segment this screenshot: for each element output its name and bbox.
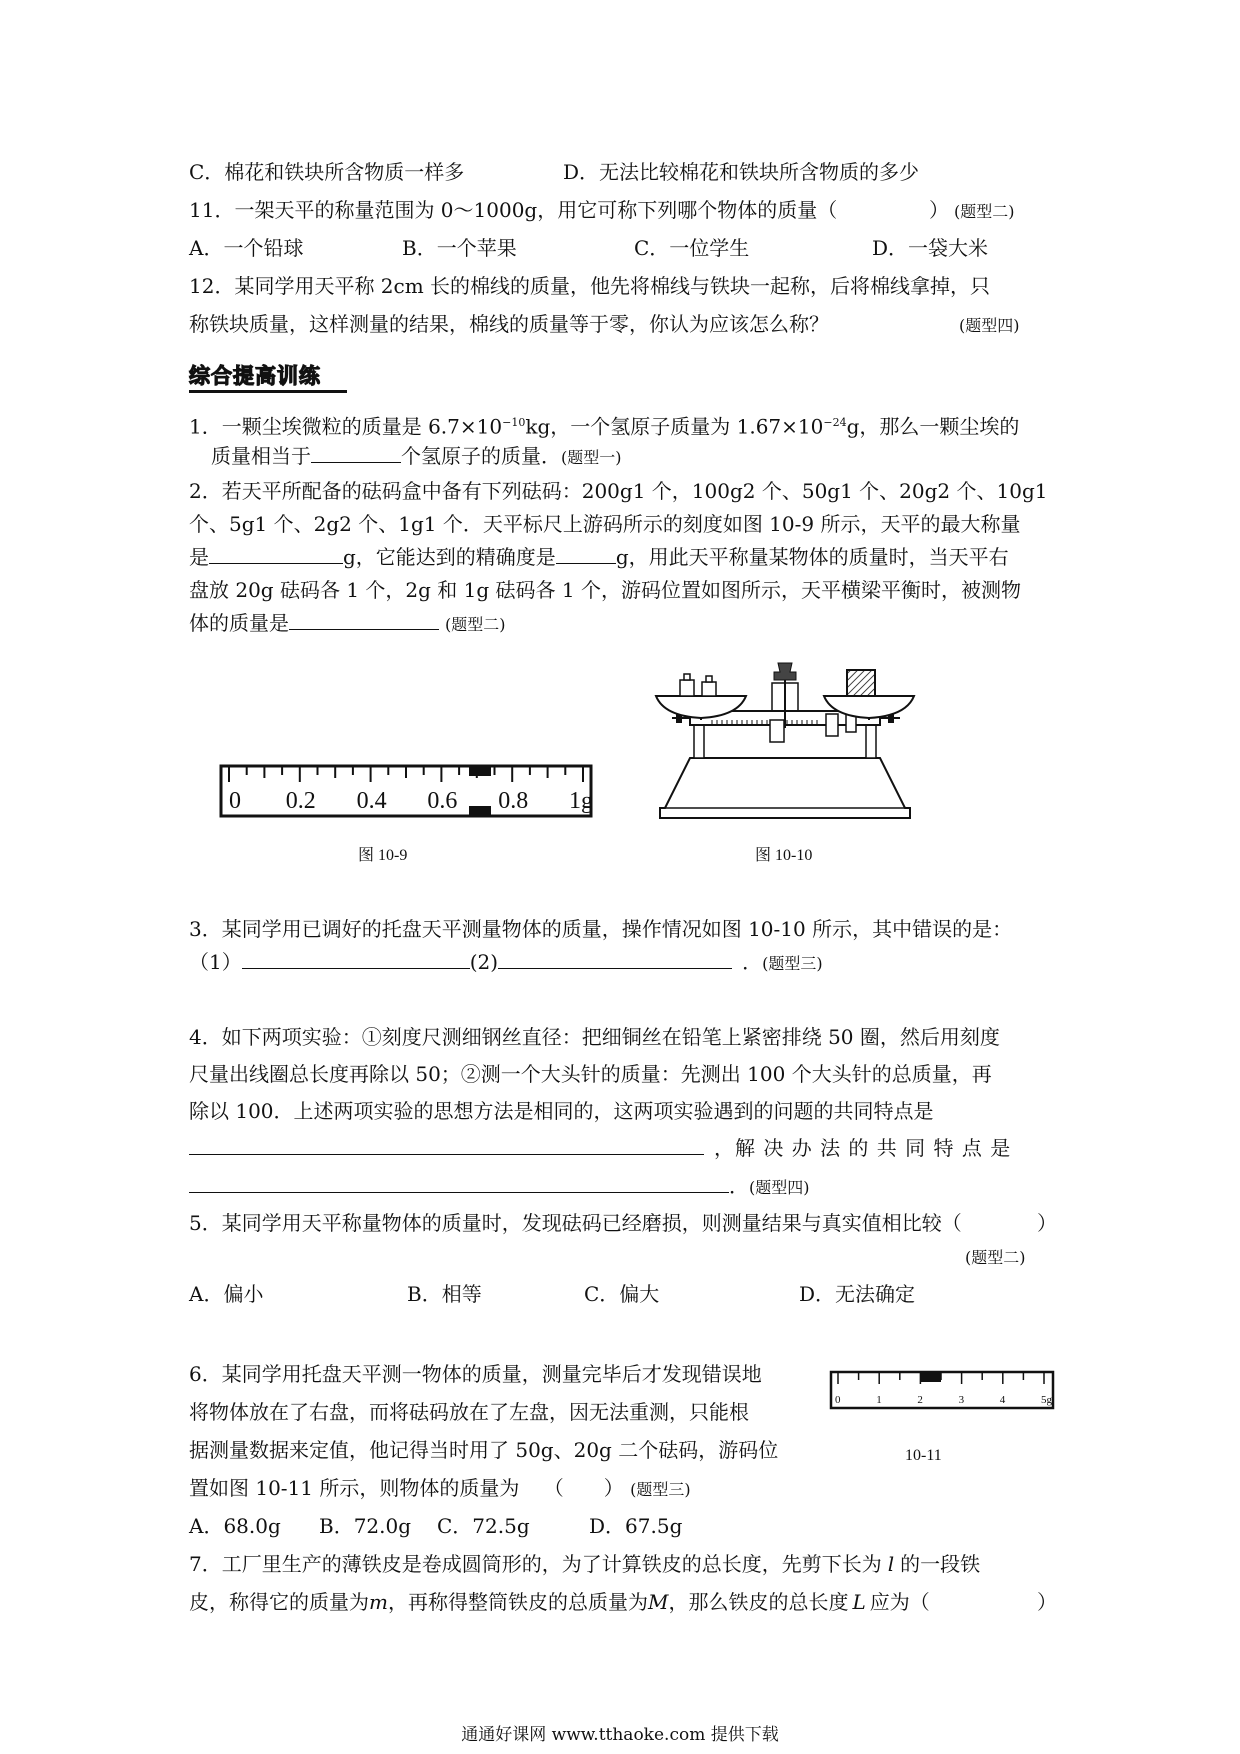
p1-answer-blank[interactable] bbox=[311, 442, 401, 463]
q12-line2 bbox=[189, 310, 1020, 338]
p5-option-a: A．偏小 bbox=[189, 1282, 264, 1306]
p7-text-a: 7．工厂里生产的薄铁皮是卷成圆筒形的，为了计算铁皮的总长度，先剪下长为 bbox=[189, 1552, 882, 1576]
p3-line2 bbox=[189, 948, 823, 978]
p2-text-a: 是 bbox=[189, 545, 209, 569]
p1-line2 bbox=[211, 442, 622, 472]
p7-line1 bbox=[189, 1550, 980, 1578]
p2-type-tag: (题型二) bbox=[445, 615, 506, 634]
q12-line1: 12．某同学用天平称 2cm 长的棉线的质量，他先将棉线与铁块一起称，后将棉线拿掉，只 bbox=[189, 274, 991, 298]
scale-tick-label-small: 5g bbox=[1041, 1394, 1052, 1406]
scale-frame-small bbox=[831, 1372, 1053, 1408]
scale-tick-label-small: 1 bbox=[876, 1394, 882, 1406]
p5-option-d: D．无法确定 bbox=[799, 1282, 916, 1306]
p3-text-b: (2) bbox=[469, 950, 499, 974]
p4-type-tag: (题型四) bbox=[749, 1178, 810, 1197]
q11-paren-close: ） bbox=[929, 198, 949, 222]
p7-var-M: M bbox=[647, 1590, 669, 1614]
q12-text: 称铁块质量，这样测量的结果，棉线的质量等于零，你认为应该怎么称？ bbox=[189, 312, 829, 336]
p4-text-a: ，解 决 办 法 的 共 同 特 点 是 bbox=[714, 1136, 1012, 1160]
p5-paren-close: ） bbox=[1037, 1211, 1057, 1235]
weight-2 bbox=[702, 682, 716, 696]
p5-line1 bbox=[189, 1209, 1057, 1237]
figure-10-10-balance bbox=[650, 658, 920, 828]
p6-line3: 据测量数据来定值，他记得当时用了 50g、20g 二个砝码，游码位 bbox=[189, 1438, 779, 1462]
p2-mass-blank[interactable] bbox=[289, 609, 439, 630]
p3-error-2-blank[interactable] bbox=[498, 948, 732, 969]
q11-option-c: C．一位学生 bbox=[634, 236, 750, 260]
p1-exponent-1: −10 bbox=[502, 416, 526, 429]
p6-option-a: A．68.0g bbox=[189, 1514, 281, 1538]
p6-line2: 将物体放在了右盘，而将砝码放在了左盘，因无法重测，只能根 bbox=[189, 1400, 749, 1424]
p7-text-e: ，那么铁皮的总长度 bbox=[668, 1590, 849, 1614]
p1-text-d: 质量相当于 bbox=[211, 444, 311, 468]
figure-10-11-caption: 10-11 bbox=[905, 1447, 942, 1464]
rider-top bbox=[469, 766, 491, 776]
p7-text-c: 皮，称得它的质量为 bbox=[189, 1590, 369, 1614]
balance-base bbox=[660, 758, 910, 818]
p7-text-f: 应为（ bbox=[869, 1590, 930, 1614]
scale-tick-label: 0.6 bbox=[427, 788, 458, 814]
p4-line2: 尺量出线圈总长度再除以 50；②测一个大头针的质量：先测出 100 个大头针的总质量，再 bbox=[189, 1062, 992, 1086]
p1-type-tag: (题型一) bbox=[561, 448, 622, 467]
weight-1 bbox=[680, 680, 694, 696]
p3-text-c: ． bbox=[742, 950, 763, 974]
q10-options bbox=[189, 158, 920, 186]
scale-tick-label: 0.2 bbox=[285, 788, 316, 814]
p5-option-b: B．相等 bbox=[407, 1282, 482, 1306]
p1-text-a: 1．一颗尘埃微粒的质量是 6.7×10 bbox=[189, 414, 503, 439]
p7-paren-close: ） bbox=[1037, 1590, 1057, 1614]
p2-line3 bbox=[189, 543, 1009, 571]
scale-tick-label-small: 2 bbox=[917, 1394, 923, 1406]
balance-rider bbox=[770, 720, 784, 742]
p6-line1: 6．某同学用托盘天平测一物体的质量，测量完毕后才发现错误地 bbox=[189, 1362, 762, 1386]
q10-option-c: C．棉花和铁块所含物质一样多 bbox=[189, 160, 465, 184]
p4-line4 bbox=[189, 1134, 1011, 1162]
p6-option-d: D．67.5g bbox=[589, 1514, 683, 1538]
p3-type-tag: (题型三) bbox=[762, 954, 823, 973]
p7-var-m: m bbox=[369, 1590, 388, 1614]
p2-max-capacity-blank[interactable] bbox=[209, 543, 343, 564]
p2-line4: 盘放 20g 砝码各 1 个，2g 和 1g 砝码各 1 个，游码位置如图所示，天平横梁平衡时，被测物 bbox=[189, 578, 1021, 602]
p3-text-a: （1） bbox=[189, 950, 242, 974]
p7-var-L: L bbox=[852, 1590, 866, 1614]
p7-text-b: 的一段铁 bbox=[900, 1552, 981, 1576]
p1-text-c: g，那么一颗尘埃的 bbox=[846, 414, 1020, 439]
q11-option-b: B．一个苹果 bbox=[402, 236, 517, 260]
q11-stem bbox=[189, 196, 1015, 224]
section-heading: 综合提高训练 bbox=[189, 364, 321, 388]
p2-text-b: g，它能达到的精确度是 bbox=[343, 545, 556, 569]
p5-type-tag: (题型二) bbox=[965, 1248, 1026, 1267]
rider-small bbox=[921, 1372, 941, 1382]
p6-option-b: B．72.0g bbox=[319, 1514, 412, 1538]
p2-line5 bbox=[189, 609, 506, 639]
p7-text-d: ，再称得整筒铁皮的总质量为 bbox=[387, 1590, 648, 1614]
q11-text: 11．一架天平的称量范围为 0～1000g，用它可称下列哪个物体的质量（ bbox=[189, 198, 838, 222]
p2-line1: 2．若天平所配备的砝码盒中备有下列砝码：200g1 个，100g2 个、50g1 个、20g2 个、10g1 bbox=[189, 479, 1048, 503]
p6-text: 置如图 10-11 所示，则物体的质量为 bbox=[189, 1476, 520, 1500]
p1-text-e: 个氢原子的质量． bbox=[401, 444, 561, 468]
p2-line2: 个、5g1 个、2g2 个、1g1 个．天平标尺上游码所示的刻度如图 10-9 所示，天平的最大称量 bbox=[189, 512, 1021, 536]
p3-line1: 3．某同学用已调好的托盘天平测量物体的质量，操作情况如图 10-10 所示，其中错误的是： bbox=[189, 917, 1013, 941]
balance-pointer bbox=[774, 663, 796, 680]
p1-exponent-2: −24 bbox=[823, 416, 847, 429]
q10-option-d: D．无法比较棉花和铁块所含物质的多少 bbox=[563, 160, 920, 184]
p3-error-1-blank[interactable] bbox=[242, 948, 470, 969]
p6-options bbox=[189, 1512, 683, 1540]
scale-tick-label: 0 bbox=[229, 788, 241, 814]
p5-option-c: C．偏大 bbox=[584, 1282, 660, 1306]
p4-text-b: ． bbox=[729, 1174, 749, 1198]
q11-option-d: D．一袋大米 bbox=[872, 236, 989, 260]
p5-text: 5．某同学用天平称量物体的质量时，发现砝码已经磨损，则测量结果与真实值相比较（ bbox=[189, 1211, 962, 1235]
scale-tick-label-small: 3 bbox=[958, 1394, 965, 1406]
figure-10-11-rider-scale bbox=[828, 1368, 1058, 1418]
p4-line5 bbox=[189, 1172, 810, 1202]
p4-line3: 除以 100．上述两项实验的思想方法是相同的，这两项实验遇到的问题的共同特点是 bbox=[189, 1099, 934, 1123]
p2-text-d: 体的质量是 bbox=[189, 611, 289, 635]
p5-options bbox=[189, 1280, 916, 1308]
p7-line2 bbox=[189, 1588, 1057, 1616]
p1-text-b: kg，一个氢原子质量为 1.67×10 bbox=[525, 414, 824, 439]
scale-tick-label-small: 0 bbox=[835, 1394, 841, 1406]
p6-type-tag: (题型三) bbox=[630, 1480, 691, 1499]
q11-options bbox=[189, 234, 989, 262]
p7-var-l: l bbox=[887, 1552, 895, 1576]
scale-tick-label: 0.8 bbox=[498, 788, 529, 814]
p4-line1: 4．如下两项实验：①刻度尺测细钢丝直径：把细铜丝在铅笔上紧密排绕 50 圈，然后用刻度 bbox=[189, 1025, 1000, 1049]
page-footer: 通通好课网 www.tthaoke.com 提供下载 bbox=[461, 1725, 779, 1745]
q12-type-tag: (题型四) bbox=[959, 316, 1020, 335]
scale-tick-label-small: 4 bbox=[999, 1394, 1006, 1406]
p4-problem-blank[interactable] bbox=[189, 1134, 704, 1155]
p2-precision-blank[interactable] bbox=[556, 543, 616, 564]
figure-10-10-caption: 图 10-10 bbox=[755, 847, 813, 864]
p6-option-c: C．72.5g bbox=[437, 1514, 530, 1538]
section-heading-underline bbox=[189, 390, 347, 393]
figure-10-9-caption: 图 10-9 bbox=[358, 847, 408, 864]
q11-type-tag: (题型二) bbox=[954, 202, 1015, 221]
rider-bottom bbox=[469, 806, 491, 816]
figure-10-9-rider-scale bbox=[215, 758, 597, 824]
measured-object bbox=[847, 670, 875, 696]
scale-tick-label: 0.4 bbox=[356, 788, 387, 814]
p1-line1 bbox=[189, 409, 1019, 441]
p6-line4 bbox=[189, 1474, 691, 1504]
p2-text-c: g，用此天平称量某物体的质量时，当天平右 bbox=[615, 545, 1009, 569]
p6-answer-paren: （ ） bbox=[543, 1476, 624, 1500]
scale-tick-label: 1g bbox=[569, 788, 593, 814]
q11-option-a: A．一个铅球 bbox=[189, 236, 304, 260]
p4-solution-blank[interactable] bbox=[189, 1172, 729, 1193]
